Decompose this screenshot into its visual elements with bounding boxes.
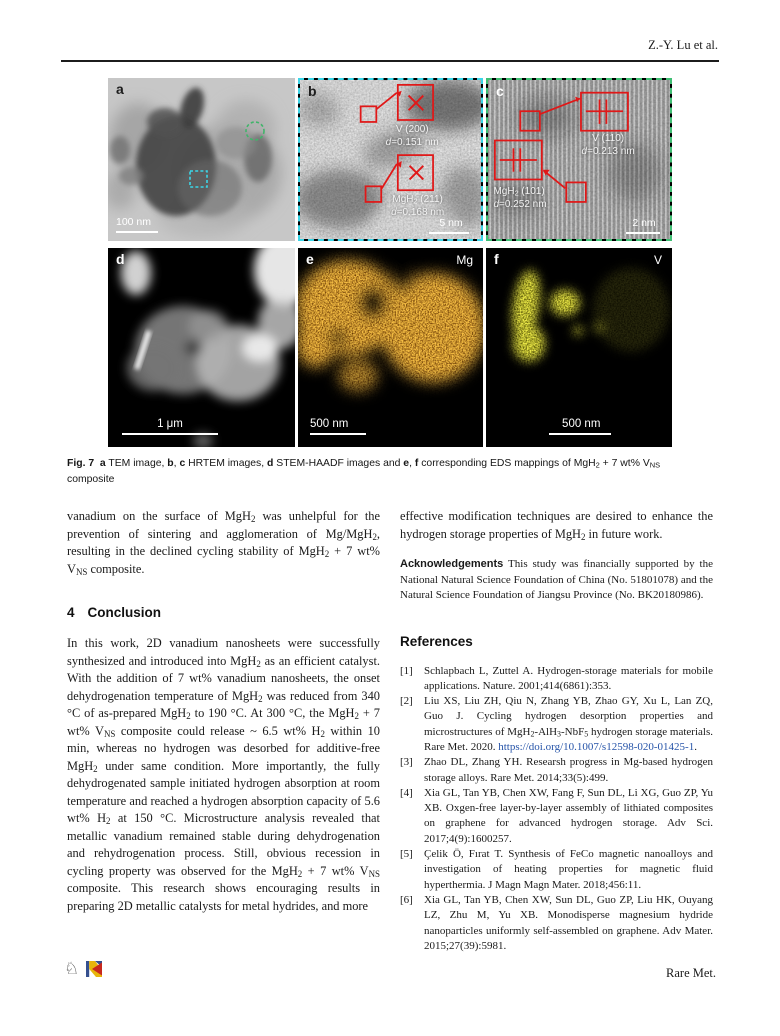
scale-bar-line — [626, 232, 660, 234]
section-title: Conclusion — [87, 605, 162, 620]
scale-bar-d: 1 μm — [122, 418, 218, 435]
reference-item-3: [3] Zhao DL, Zhang YH. Researsh progress in Mg-based hydrogen storage alloys. Rare Met. 2014;33(5):499. — [400, 756, 713, 784]
scale-bar-line — [122, 433, 218, 435]
scale-bar-e: 500 nm — [310, 418, 370, 435]
figure-caption: Fig. 7 a TEM image, b, c HRTEM images, d STEM-HAADF images and e, f corresponding EDS mappings of MgH$_2$ + 7 wt% $V_{NS}$ composite — [67, 458, 661, 485]
figure-panel-b-hrtem — [298, 78, 483, 241]
right-column — [400, 508, 713, 954]
scale-bar-line — [549, 433, 611, 435]
reference-item-1: [1] Schlapbach L, Zuttel A. Hydrogen-storage materials for mobile applications. Nature. 2001;414(6861):353. — [400, 664, 713, 692]
figure-7 — [108, 78, 672, 447]
scale-bar-line — [310, 433, 366, 435]
acknowledgements-label: Acknowledgements — [400, 558, 504, 570]
scale-bar-b: 5 nm — [429, 217, 473, 234]
hrtem-lattice-texture — [488, 80, 670, 239]
section-number: 4 — [67, 605, 75, 620]
scale-bar-line — [429, 232, 469, 234]
paragraph-future-work: effective modification techniques are desired to enhance the hydrogen storage properties of MgH$_2$ in future work. — [400, 509, 713, 542]
element-label-v: V — [653, 253, 662, 267]
scale-bar-f: 500 nm — [549, 418, 613, 435]
annotation-v110: V (110) d=0.213 nm — [581, 133, 635, 158]
section-heading-conclusion — [67, 605, 380, 620]
acknowledgements: Acknowledgements This study was financially supported by the National Natural Science Foundation of China (No. 51801078) and the Natural Science Foundation of Jiangsu Province (No. BK20180986). — [400, 558, 713, 601]
paragraph-conclusion: In this work, 2D vanadium nanosheets were successfully synthesized and introduced into MgH$_2$ as an efficient catalyst. With the addition of 7 wt% vanadium nanosheets, the onset dehydrogenation temperature of MgH$_2$ was reduced from 340 °C of as-prepared MgH$_2$ to 190 °C. At 300 °C, the MgH$_2$ + 7 wt% $V_{NS}$ composite could release ~ 6.5 wt% $H_2$ within 10 min, whereas no hydrogen was desorbed for additive-free MgH$_2$ under same condition. More importantly, the fully dehydrogenated sample initiated hydrogen absorption at room temperature and reached a hydrogen absorption capacity of 5.6 wt% $H_2$ at 150 °C. Microstructure analysis revealed that metallic vanadium remained stable during dehydrogenation and rehydrogenation process. Still, obvious recession in cycling property was observed for the MgH$_2$ + 7 wt% $V_{NS}$ composite. This research shows encouraging results in preparing 2D metallic catalysts for metal hydrides, and more — [67, 636, 380, 913]
doi-link[interactable]: https://doi.org/10.1007/s12598-020-01425-1 — [498, 740, 695, 753]
scale-bar-c: 2 nm — [626, 217, 662, 234]
figure-panel-a-tem — [108, 78, 295, 241]
element-label-mg: Mg — [456, 253, 473, 267]
annotation-mgh2-211: MgH$_2$ (211) d=0.168 nm — [391, 193, 445, 218]
header-rule — [61, 60, 719, 62]
panel-label-a: a — [116, 81, 124, 97]
figure-panel-f-eds-v — [486, 248, 672, 447]
reference-item-2: [2] Liu XS, Liu ZH, Qiu N, Zhang YB, Zhao GY, Xu L, Lan ZQ, Guo J. Cycling hydrogen desorption properties and microstructures of MgH$_2$-AlH$_3$-NbF$_5$ hydrogen storage materials. Rare Met. 2020. https://doi.org/10.1007/s12598-020-01425-1. — [400, 695, 713, 753]
panel-label-e: e — [306, 251, 314, 267]
section-heading-references: References — [400, 633, 473, 649]
panel-label-f: f — [494, 251, 499, 267]
annotation-mgh2-101: MgH$_2$ (101) d=0.252 nm — [493, 185, 547, 210]
annotation-v200: V (200) d=0.151 nm — [385, 123, 439, 148]
reference-item-6: [6] Xia GL, Tan YB, Chen XW, Sun DL, Guo ZP, Liu HK, Ouyang LZ, Zhu M, Yu XB. Monodisperse magnesium hydride nanoparticles uniformly self-assembled on graphene. Adv Mater. 2015;27(39):5981. — [400, 893, 713, 952]
figure-panel-c-hrtem — [486, 78, 672, 241]
scale-bar-line — [116, 231, 158, 233]
panel-label-b: b — [308, 83, 317, 99]
figure-panel-d-haadf — [108, 248, 295, 447]
publisher-logos — [64, 960, 102, 977]
reference-item-4: [4] Xia GL, Tan YB, Chen XW, Fang F, Sun DL, Li XG, Guo ZP, Yu XB. Oxgen-free layer-by-layer assembly of lithiated composites on graphene for advanced hydrogen storage. Adv Sci. 2017;4(9):1600257. — [400, 786, 713, 845]
panel-label-c: c — [496, 83, 504, 99]
reference-item-5: [5] Çelik Ö, Fırat T. Synthesis of FeCo magnetic nanoalloys and investigation of heating properties for magnetic fluid hyperthermia. J Magn Magn Mater. 2018;456:11. — [400, 848, 713, 891]
left-column — [67, 508, 380, 915]
running-head-author: Z.-Y. Lu et al. — [648, 38, 718, 52]
reference-list — [400, 664, 713, 955]
journal-emblem-icon — [86, 961, 102, 977]
scale-bar-a: 100 nm — [116, 216, 162, 233]
panel-label-d: d — [116, 251, 125, 267]
paragraph-cycling-stability: vanadium on the surface of MgH$_2$ was unhelpful for the prevention of sintering and agglomeration of Mg/MgH$_2$, resulting in the declined cycling stability of MgH$_2$ + 7 wt% $V_{NS}$ composite. — [67, 509, 380, 577]
springer-knight-icon: ♘ — [64, 959, 80, 978]
figure-panel-e-eds-mg — [298, 248, 483, 447]
journal-footer-mark: Rare Met. — [666, 966, 716, 980]
